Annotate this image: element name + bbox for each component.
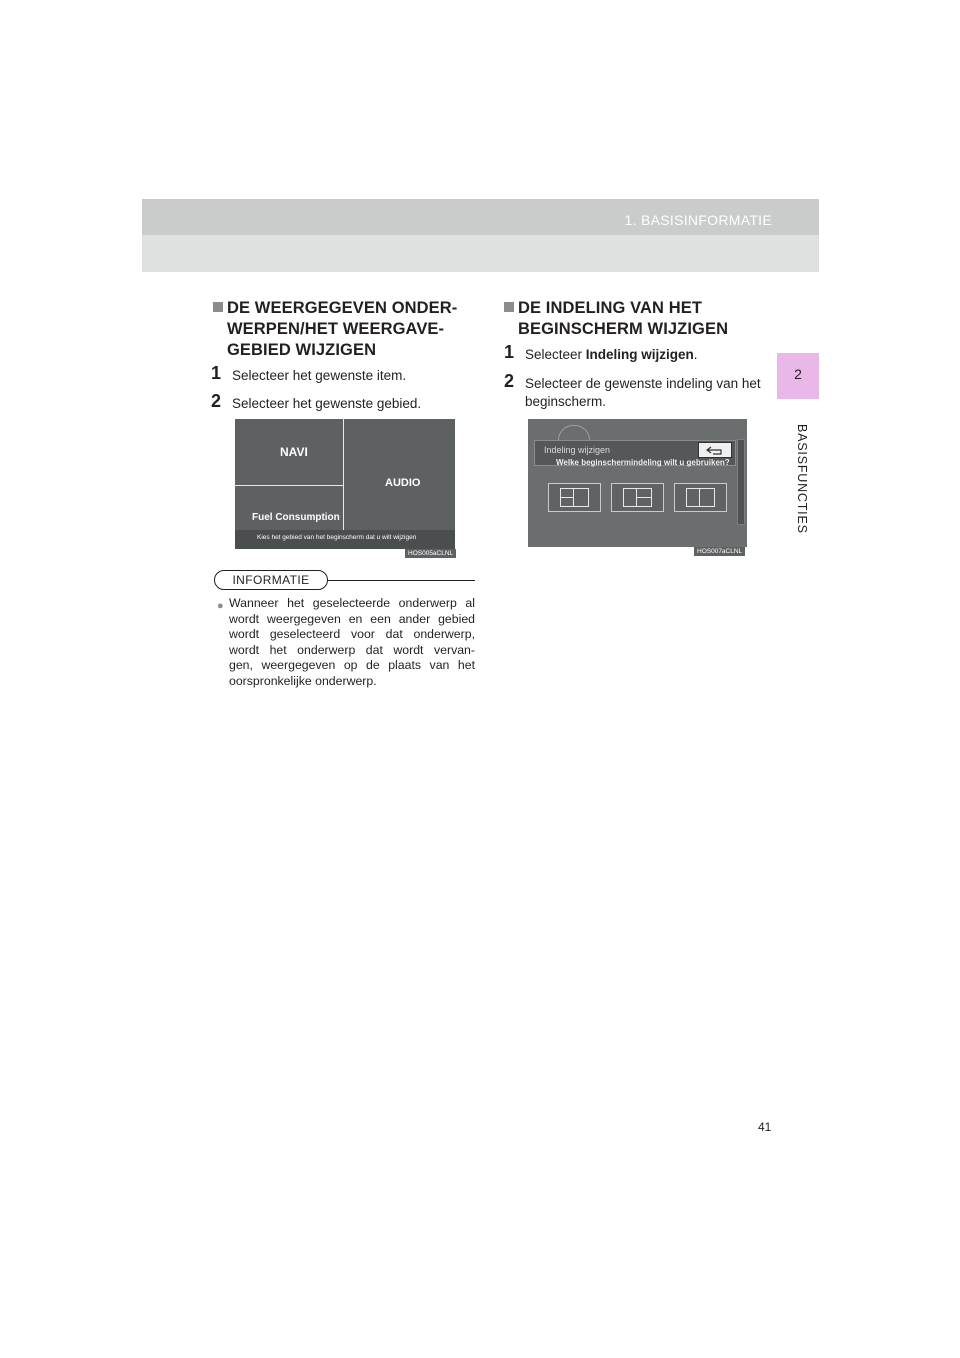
section-heading-left: DE WEERGEGEVEN ONDER- WERPEN/HET WEERGAVE- GEBIED WIJZIGEN <box>213 298 457 361</box>
square-bullet-icon <box>504 302 514 312</box>
info-rule <box>315 580 475 581</box>
screen-question: Welke beginschermindeling wilt u gebruiken? <box>556 458 730 467</box>
screen-prompt: Kies het gebied van het beginscherm dat u wilt wijzigen <box>257 534 417 541</box>
header-subband <box>142 235 819 272</box>
image-code-left: HOS005aCLNL <box>405 549 456 558</box>
layout-screen-screenshot <box>528 419 747 547</box>
chapter-title: 1. BASISINFORMATIE <box>624 212 772 228</box>
square-bullet-icon <box>213 302 223 312</box>
chapter-label: BASISFUNCTIES <box>795 424 809 534</box>
home-screen-screenshot <box>235 419 455 549</box>
navi-area[interactable]: NAVI <box>280 445 308 459</box>
screen-divider-horizontal <box>235 485 343 486</box>
audio-area[interactable]: AUDIO <box>385 477 421 489</box>
screen-scrollbar[interactable] <box>737 439 745 525</box>
layout-option-2[interactable] <box>611 483 664 512</box>
screen-title: Indeling wijzigen <box>544 445 611 455</box>
page-number: 41 <box>758 1120 772 1134</box>
info-bullet: ● <box>217 600 224 612</box>
info-text: Wanneer het geselecteerde onderwerp al wordt weergegeven en een ander gebied wordt geselecteerd voor dat onderwerp, wordt het onderwerp dat wordt vervan- gen, weergegeven op de plaats van het oorspronkelijke onderwerp. <box>229 596 475 688</box>
layout-option-1[interactable] <box>548 483 601 512</box>
info-label: INFORMATIE <box>214 570 328 590</box>
image-code-right: HOS007aCLNL <box>694 547 745 556</box>
return-icon <box>699 443 731 457</box>
section-heading-right: DE INDELING VAN HET BEGINSCHERM WIJZIGEN <box>504 298 728 340</box>
fuel-consumption-area[interactable]: Fuel Consumption <box>252 512 340 523</box>
chapter-number: 2 <box>794 366 802 382</box>
layout-option-3[interactable] <box>674 483 727 512</box>
back-button[interactable] <box>698 442 732 458</box>
